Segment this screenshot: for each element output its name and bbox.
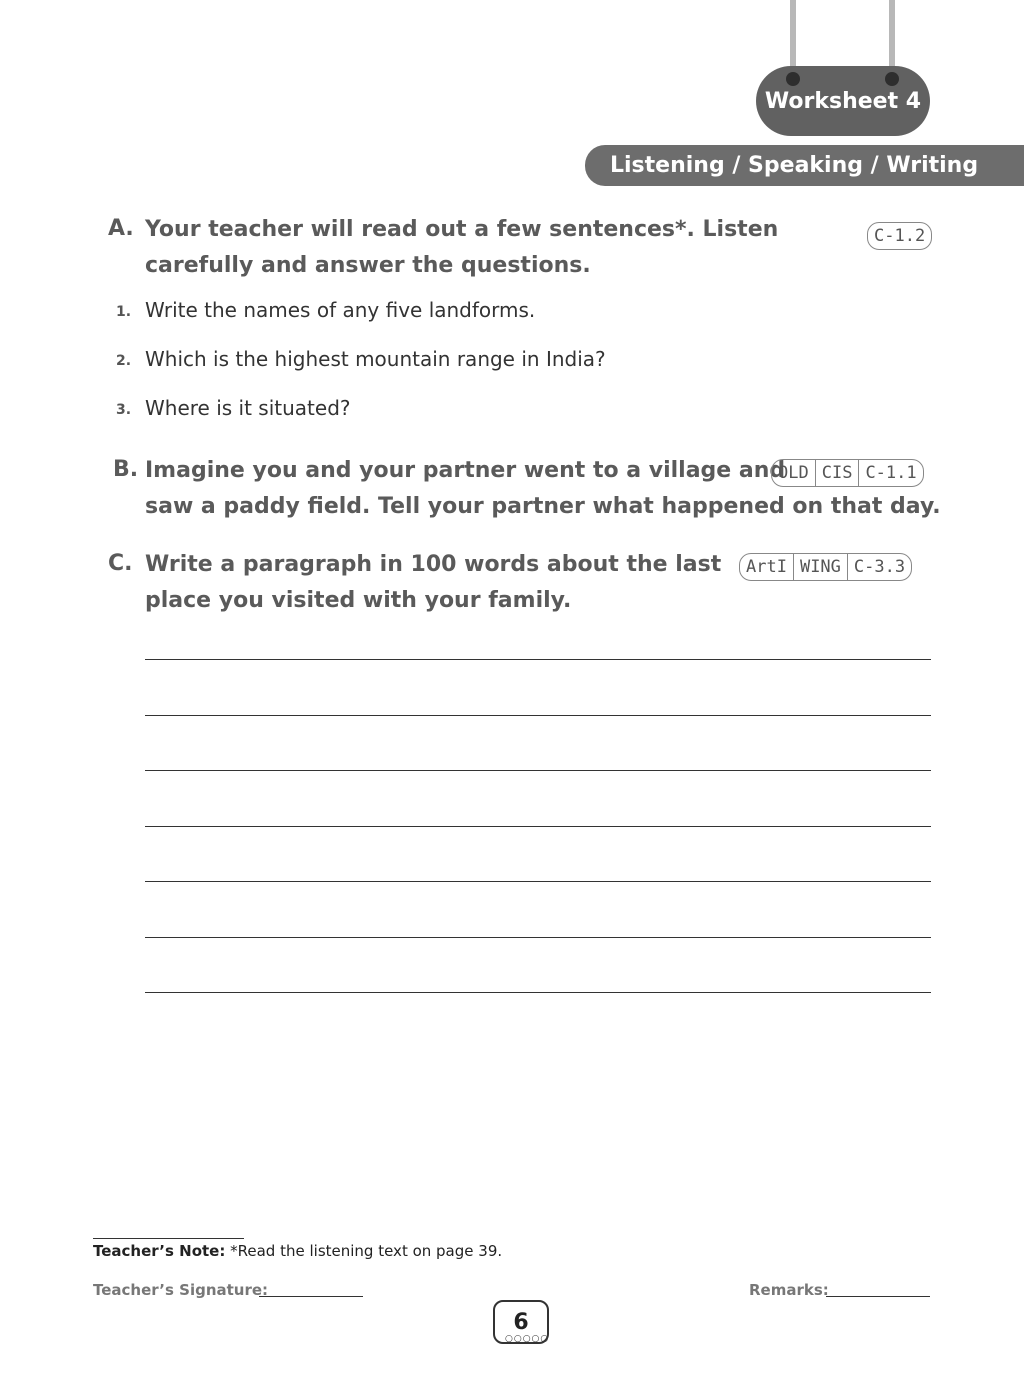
question-c-line1: Write a paragraph in 100 words about the last <box>145 552 722 577</box>
question-b-line1: Imagine you and your partner went to a village and <box>145 458 786 483</box>
tag-ring-left-icon <box>786 72 800 86</box>
teacher-note-label: Teacher’s Note: <box>93 1242 226 1260</box>
question-b-codes <box>771 459 924 487</box>
question-c-codes <box>739 553 912 581</box>
code-badge: C-3.3 <box>847 554 911 580</box>
code-badge: ArtI <box>746 557 787 577</box>
code-badge: C-1.2 <box>874 226 926 246</box>
teacher-signature-label: Teacher’s Signature: <box>93 1281 269 1299</box>
writing-line[interactable] <box>145 992 931 993</box>
question-c-letter: C. <box>108 551 133 576</box>
code-badge: C-1.1 <box>858 460 922 486</box>
skills-banner <box>585 145 1024 186</box>
writing-line[interactable] <box>145 826 931 827</box>
writing-line[interactable] <box>145 659 931 660</box>
question-a-letter: A. <box>108 216 134 241</box>
question-a-codes <box>867 222 932 250</box>
worksheet-title: Worksheet 4 <box>764 88 922 114</box>
sub-item-number: 1. <box>116 304 132 320</box>
teacher-note <box>93 1242 502 1260</box>
question-a-line2: carefully and answer the questions. <box>145 253 591 278</box>
worksheet-tag <box>756 66 930 136</box>
writing-line[interactable] <box>145 770 931 771</box>
writing-line[interactable] <box>145 881 931 882</box>
skills-label: Listening / Speaking / Writing <box>610 153 979 178</box>
teacher-note-text: *Read the listening text on page 39. <box>230 1242 503 1260</box>
question-c-text <box>145 547 725 619</box>
teacher-signature-field[interactable] <box>259 1296 363 1297</box>
sub-item-number: 2. <box>116 353 132 369</box>
sub-item-text: Which is the highest mountain range in India? <box>145 347 606 371</box>
writing-line[interactable] <box>145 715 931 716</box>
tag-ring-right-icon <box>885 72 899 86</box>
question-b-letter: B. <box>113 457 139 482</box>
code-badge: WING <box>793 554 847 580</box>
remarks-label: Remarks: <box>749 1281 829 1299</box>
page-number-text: 6 <box>513 1309 529 1335</box>
footnote-rule <box>93 1238 244 1239</box>
question-c-line2: place you visited with your family. <box>145 588 572 613</box>
question-a-text <box>145 212 845 284</box>
sub-item-number: 3. <box>116 402 132 418</box>
sub-item-text: Write the names of any five landforms. <box>145 298 536 322</box>
remarks-field[interactable] <box>826 1296 930 1297</box>
code-badge: CIS <box>815 460 859 486</box>
writing-line[interactable] <box>145 937 931 938</box>
page-number-dots-icon: ○○○○○ <box>505 1334 550 1344</box>
question-a-line1: Your teacher will read out a few sentences*. Listen <box>145 217 779 242</box>
code-badge: OLD <box>778 463 809 483</box>
question-b-line2: saw a paddy field. Tell your partner what happened on that day. <box>145 494 941 519</box>
sub-item-text: Where is it situated? <box>145 396 351 420</box>
